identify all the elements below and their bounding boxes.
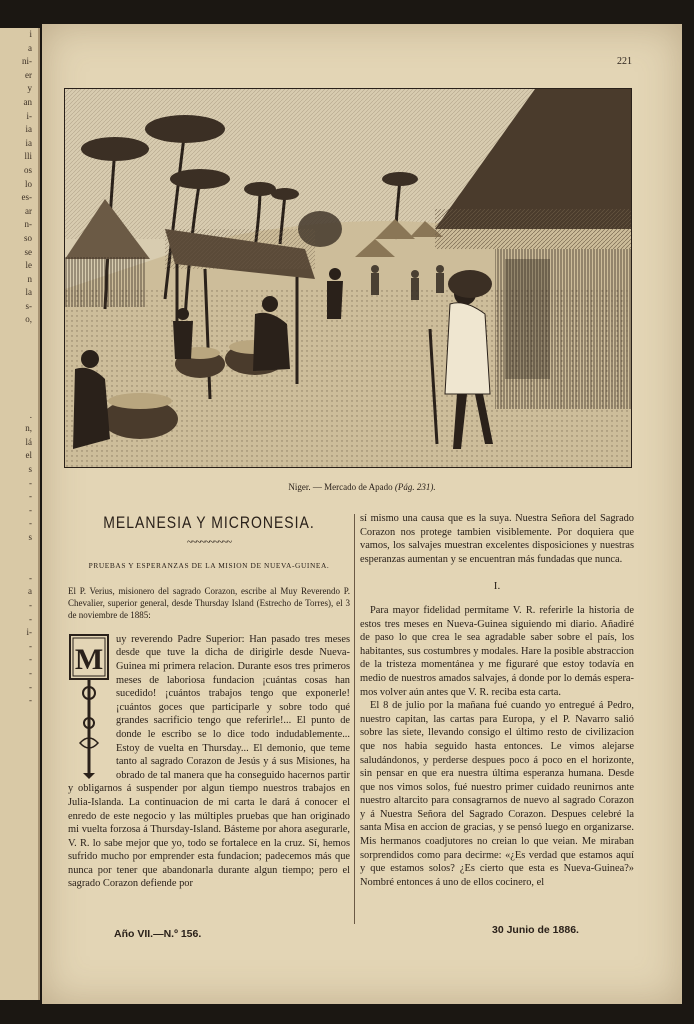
- illustration-caption: [42, 482, 682, 492]
- issue-number: Año VII.—N.º 156.: [114, 928, 202, 940]
- previous-page-fragment: -: [29, 654, 32, 665]
- previous-page-fragment: i-: [26, 110, 32, 121]
- title-ornament: ~~~~~~~~~~: [186, 536, 232, 548]
- previous-page-fragment: -: [29, 504, 32, 515]
- previous-page-fragment: -: [29, 695, 32, 706]
- previous-page-fragment: [0, 381, 38, 395]
- previous-page-fragment: se: [24, 246, 32, 257]
- previous-page-fragment: [0, 721, 38, 735]
- previous-page-edge: [0, 28, 40, 1000]
- section-numeral: I.: [493, 580, 501, 593]
- previous-page-fragment: ar: [25, 205, 32, 216]
- right-column: [360, 512, 634, 889]
- body-text-right-1: sí mismo una causa que es la suya. Nuestra Señora del Sagrado Corazon nos protege tambien visiblemente. Por doquiera que vamos, los salvajes muestran excelentes disposiciones y nuestras esperanzas aumentan y se encuentran más fundadas que nunca.: [360, 513, 634, 565]
- previous-page-fragment: -: [29, 667, 32, 678]
- body-text-left: uy reverendo Padre Superior: Han pasado tres meses desde que tuve la dicha de dirigirle desde Nueva-Guinea mi primera relacion. Durante esos tres primeros meses de laboriosa fundacion ¡cuántas cosas han sucedido! ¡cuántos trabajos tengo que exponerle! ¡cuántos goces que participarle y sobre todo qué grandes sacrificio tengo que referirle!... El punto de donde le escribo se lo dice todo indudablemente... Estoy de vuelta en Thursday... El demonio, que teme tanto al sagrado Corazon de Jesús y á sus Misiones, ha obrado de tal manera que ha conseguido hacernos partir y obligarnos á suspender por algun tiempo nuestros trabajos en Julia-Islanda. La continuacion de mi carta le dará á conocer el enredo de este negocio y las múltiples pruebas que han originado mi vuelta forzosa á Thursday-Island. Básteme por ahora asegurarle, V. R. lo sabe mejor que yo, todo se fortalece en la cruz. Sí, hemos sufrido mucho por emprender esta fundacion; padecemos más que nunca por tener que abandonarla durante algun tiempo; pero el sagrado Corazon defiende por: [68, 633, 350, 890]
- previous-page-fragment: -: [29, 640, 32, 651]
- previous-page-fragment: ia: [25, 137, 32, 148]
- previous-page-fragment: .: [29, 409, 32, 420]
- previous-page-fragment: s: [28, 531, 32, 542]
- decorated-initial-icon: [68, 633, 110, 781]
- previous-page-fragment: ni-: [22, 56, 32, 67]
- previous-page-fragment: a: [28, 42, 32, 53]
- previous-page-fragment: el: [25, 450, 32, 461]
- page-number: 221: [617, 56, 632, 67]
- previous-page-fragment: es-: [21, 192, 32, 203]
- previous-page-fragment: lo: [24, 178, 32, 189]
- market-engraving-image: [65, 89, 631, 467]
- previous-page-fragment: an: [23, 96, 32, 107]
- body-text-right-2: Para mayor fidelidad permítame V. R. referirle la historia de estos tres meses en Nueva-Guinea siguiendo mi diario. Añadiré de paso lo que crea le sea agradable saber sobre el país, los habitantes, sus costumbres y modales. Hare la posible abstraccion de la tristeza momentánea y me figuraré que estoy todavía en medio de nuestros amados salvajes, á donde por lo demás espera-mos volver aún antes que V. R. reciba esta carta.: [360, 604, 634, 698]
- previous-page-fragment: -: [29, 599, 32, 610]
- article-intro: El P. Verius, misionero del sagrado Corazon, escribe al Muy Reverendo P. Chevalier, superior general, desde Thursday Island (Estrecho de Torres), el 3 de noviembre de 1885:: [68, 585, 350, 620]
- previous-page-fragment: ia: [25, 124, 32, 135]
- previous-page-fragment: n-: [24, 219, 32, 230]
- article-subtitle: PRUEBAS Y ESPERANZAS DE LA MISION DE NUEVA-GUINEA.: [88, 561, 330, 571]
- previous-page-fragment: -: [29, 477, 32, 488]
- previous-page-fragment: s: [28, 464, 32, 474]
- previous-page-fragment: lá: [25, 436, 32, 447]
- previous-page-fragment: [0, 368, 38, 382]
- first-paragraph: [68, 633, 350, 891]
- previous-page-fragment: [0, 327, 38, 341]
- previous-page-fragment: [0, 558, 38, 572]
- previous-page-fragment: a: [28, 586, 32, 597]
- magazine-page: [42, 24, 682, 1004]
- previous-page-fragment: lli: [24, 151, 32, 162]
- previous-page-fragment: -: [29, 572, 32, 583]
- previous-page-fragment: o,: [25, 314, 32, 325]
- previous-page-fragment: [0, 708, 38, 722]
- previous-page-fragment: -: [29, 681, 32, 692]
- previous-page-fragment: [0, 341, 38, 355]
- previous-page-fragment: n,: [25, 423, 32, 434]
- previous-page-fragment: [0, 354, 38, 368]
- column-divider: [354, 514, 355, 924]
- previous-page-fragment: [0, 395, 38, 409]
- caption-place: Niger.: [288, 482, 311, 492]
- previous-page-fragment: os: [23, 164, 32, 175]
- previous-page-fragment: er: [25, 69, 32, 80]
- market-illustration: [64, 88, 632, 468]
- previous-page-fragment: i-: [26, 627, 32, 638]
- initial-letter: M: [74, 642, 104, 676]
- issue-date: 30 Junio de 1886.: [492, 924, 579, 936]
- previous-page-fragment: i: [29, 29, 32, 39]
- previous-page-fragment: [0, 545, 38, 559]
- previous-page-fragment: -: [29, 613, 32, 624]
- decorated-initial: [68, 633, 110, 781]
- left-column: [68, 512, 350, 891]
- previous-page-fragment: le: [25, 260, 32, 271]
- previous-page-fragment: -: [29, 491, 32, 502]
- previous-page-fragment: y: [27, 83, 32, 94]
- previous-page-fragment: so: [23, 232, 32, 243]
- previous-page-fragment: la: [25, 287, 32, 298]
- previous-page-fragment: s-: [25, 300, 32, 311]
- previous-page-fragment: -: [29, 518, 32, 529]
- body-text-right-3: El 8 de julio por la mañana fué cuando yo entregué á Pedro, nuestro capitan, las cartas para Europa, y el P. Navarro salió sobre las siete, llevando consigo el último resto de civilizacion que nos habia seguido hasta entonces. Le vimos alejarse saludándonos, y perderse despues poco á poco en el horizonte, sin pensar en que era nuestra última esperanza humana. Desde que nos vimos solos, fué nuestro primer cuidado reunirnos ante nuestro altarcito para consagrarnos de nuevo al sagrado Corazon y á Nuestra Señora del Sagrado Corazon. Despues celebré la santa Misa en accion de gracias, y se pensó luego en organizarse. Mis hermanos coadjutores no creian lo que veian. Me miraban sorprendidos como para decirme: «¿Es verdad que estamos aquí y que estamos solos? ¿Es cierto que esta es Nueva-Guinea?» Nombré entonces á uno de ellos cocinero, el: [360, 700, 634, 888]
- caption-ref: (Pág. 231).: [394, 482, 436, 492]
- caption-text: — Mercado de Apado: [312, 482, 393, 492]
- article-title: MELANESIA Y MICRONESIA.: [103, 512, 315, 532]
- previous-page-fragment: n: [27, 273, 32, 284]
